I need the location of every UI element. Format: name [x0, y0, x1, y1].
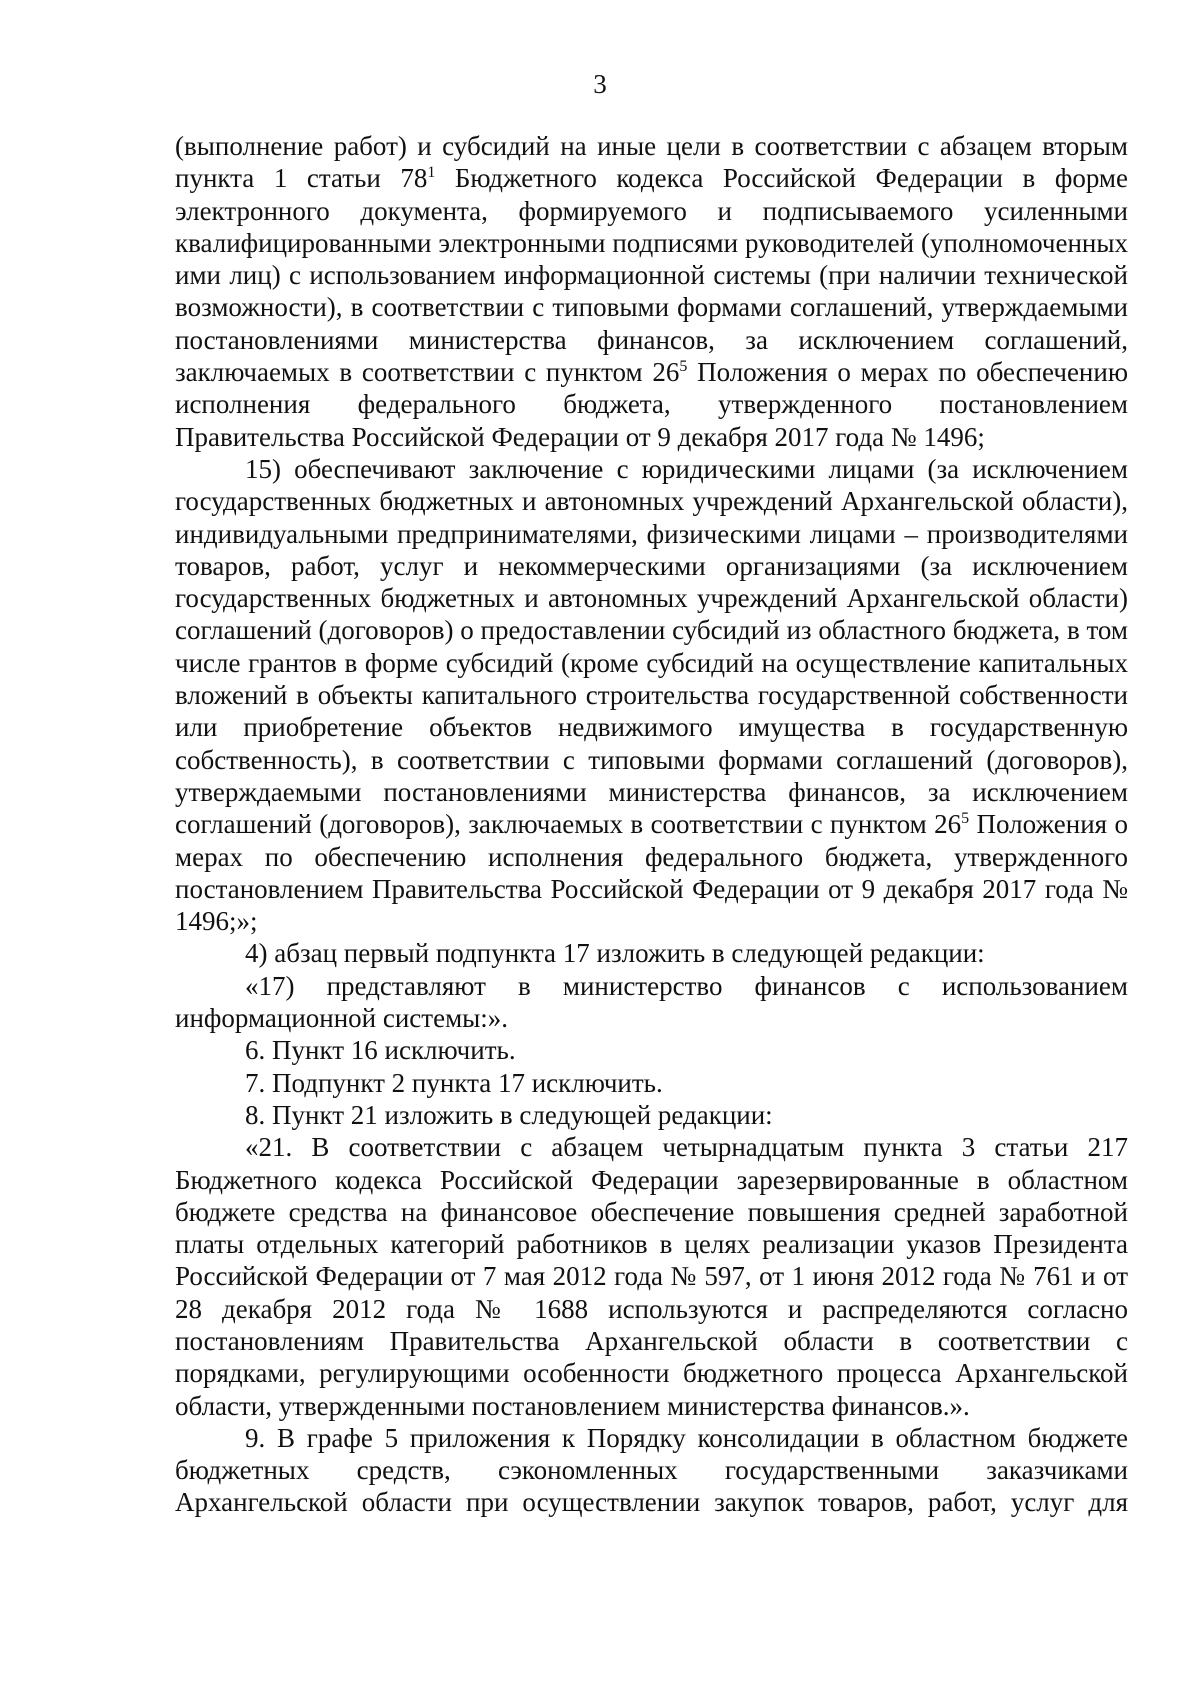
paragraph-item-15	[175, 453, 1128, 937]
document-body	[175, 130, 1128, 1519]
paragraph-text: 15) обеспечивают заключение с юридическими лицами (за исключением государственных бюджетных и автономных учреждений Архангельской области), индивидуальными предпринимателями, физическими лицами – производителями товаров, работ, услуг и некоммерческими организациями (за исключением государственных бюджетных и автономных учреждений Архангельской области) соглашений (договоров) о предоставлении субсидий из областного бюджета, в том числе грантов в форме субсидий (кроме субсидий на осуществление капитальных вложений в объекты капитального строительства государственной собственности или приобретение объектов недвижимого имущества в государственную собственность), в соответствии с типовыми формами соглашений (договоров), утверждаемыми постановлениями министерства финансов, за исключением соглашений (договоров), заключаемых в соответствии с пунктом 26	[175, 453, 1128, 840]
superscript-index: 5	[961, 810, 970, 828]
paragraph-text: Бюджетного кодекса Российской Федерации в форме электронного документа, формируемого и подписываемого усиленными квалифицированными электронными подписями руководителей (уполномоченных ими лиц) с использованием информационной системы (при наличии технической возможности), в соответствии с типовыми формами соглашений, утверждаемыми постановлениями министерства финансов, за исключением соглашений, заключаемых в соответствии с пунктом 26	[175, 163, 1128, 388]
paragraph-point-6	[175, 1034, 1128, 1066]
paragraph-point-9	[175, 1422, 1128, 1519]
paragraph-text: 6. Пункт 16 исключить.	[245, 1035, 516, 1066]
paragraph-point-7	[175, 1067, 1128, 1099]
paragraph-text: (выполнение работ) и субсидий на иные цели в соответствии с абзацем вторым пункта 1 статьи 78	[175, 131, 1128, 194]
superscript-index: 1	[427, 164, 436, 182]
page-number: 3	[593, 69, 607, 99]
paragraph-text: 7. Подпункт 2 пункта 17 исключить.	[245, 1067, 663, 1098]
superscript-index: 5	[679, 358, 688, 376]
paragraph-item-17-quote	[175, 970, 1128, 1035]
paragraph-point-8	[175, 1099, 1128, 1131]
paragraph-text: 8. Пункт 21 изложить в следующей редакции:	[245, 1099, 773, 1130]
paragraph-text: 4) абзац первый подпункта 17 изложить в следующей редакции:	[245, 938, 985, 969]
paragraph-text: 9. В графе 5 приложения к Порядку консолидации в областном бюджете бюджетных средств, сэкономленных государственными заказчиками Архангельской области при осуществлении закупок товаров, работ, услуг для	[175, 1422, 1128, 1518]
paragraph-text: Положения о мерах по обеспечению исполнения федерального бюджета, утвержденного постановлением Правительства Российской Федерации от 9 декабря 2017 года № 1496;»;	[175, 809, 1128, 937]
paragraph-item-4	[175, 937, 1128, 969]
paragraph-text: Положения о мерах по обеспечению исполнения федерального бюджета, утвержденного постановлением Правительства Российской Федерации от 9 декабря 2017 года № 1496;	[175, 357, 1128, 452]
paragraph-continuation	[175, 130, 1128, 453]
paragraph-text: «21. В соответствии с абзацем четырнадцатым пункта 3 статьи 217 Бюджетного кодекса Российской Федерации зарезервированные в областном бюджете средства на финансовое обеспечение повышения средней заработной платы отдельных категорий работников в целях реализации указов Президента Российской Федерации от 7 мая 2012 года № 597, от 1 июня 2012 года № 761 и от 28 декабря 2012 года № 1688 используются и распределяются согласно постановлениям Правительства Архангельской области в соответствии с порядками, регулирующими особенности бюджетного процесса Архангельской области, утвержденными постановлением министерства финансов.».	[175, 1132, 1128, 1421]
paragraph-text: «17) представляют в министерство финансов с использованием информационной системы:».	[175, 970, 1128, 1034]
paragraph-point-21-quote	[175, 1131, 1128, 1422]
